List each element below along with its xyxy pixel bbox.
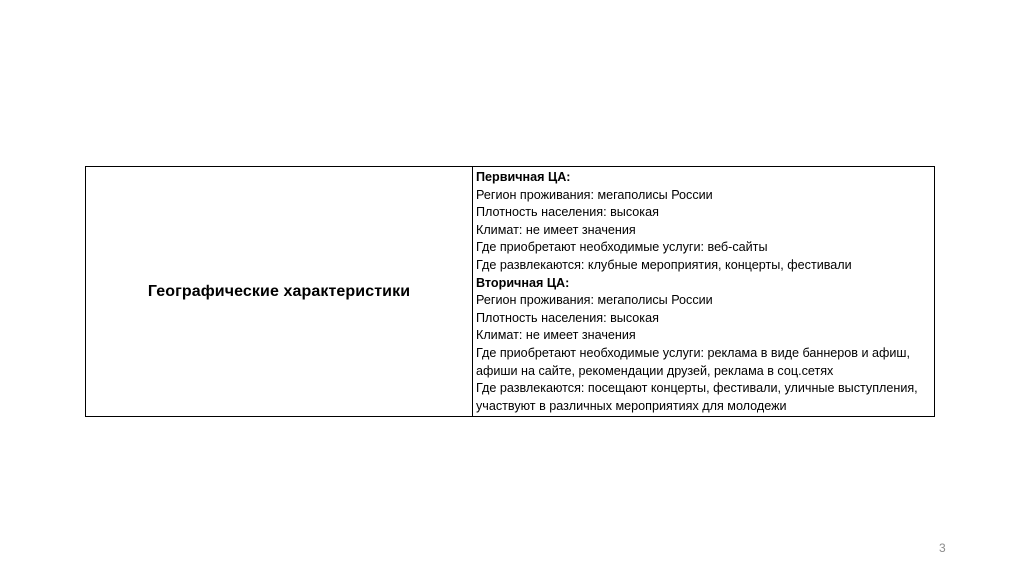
secondary-line: Где развлекаются: посещают концерты, фестивали, уличные выступления, <box>476 381 918 396</box>
primary-line: Регион проживания: мегаполисы России <box>476 187 713 202</box>
table-row <box>86 167 935 417</box>
secondary-line: Где приобретают необходимые услуги: реклама в виде баннеров и афиш, <box>476 345 911 360</box>
primary-line: Где развлекаются: клубные мероприятия, концерты, фестивали <box>476 257 852 272</box>
characteristics-table <box>85 166 935 417</box>
row-label: Географические характеристики <box>147 282 411 300</box>
content-cell <box>473 167 935 417</box>
page-number: 3 <box>939 541 946 555</box>
secondary-line: участвуют в различных мероприятиях для молодежи <box>476 398 787 413</box>
secondary-line: Плотность населения: высокая <box>476 310 659 325</box>
label-cell <box>86 167 473 417</box>
primary-line: Где приобретают необходимые услуги: веб-сайты <box>476 240 768 255</box>
secondary-heading: Вторичная ЦА: <box>476 275 570 290</box>
secondary-line: афиши на сайте, рекомендации друзей, реклама в соц.сетях <box>476 363 834 378</box>
primary-line: Климат: не имеет значения <box>476 222 636 237</box>
secondary-line: Климат: не имеет значения <box>476 328 636 343</box>
secondary-line: Регион проживания: мегаполисы России <box>476 293 713 308</box>
primary-line: Плотность населения: высокая <box>476 205 659 220</box>
primary-heading: Первичная ЦА: <box>476 170 571 184</box>
